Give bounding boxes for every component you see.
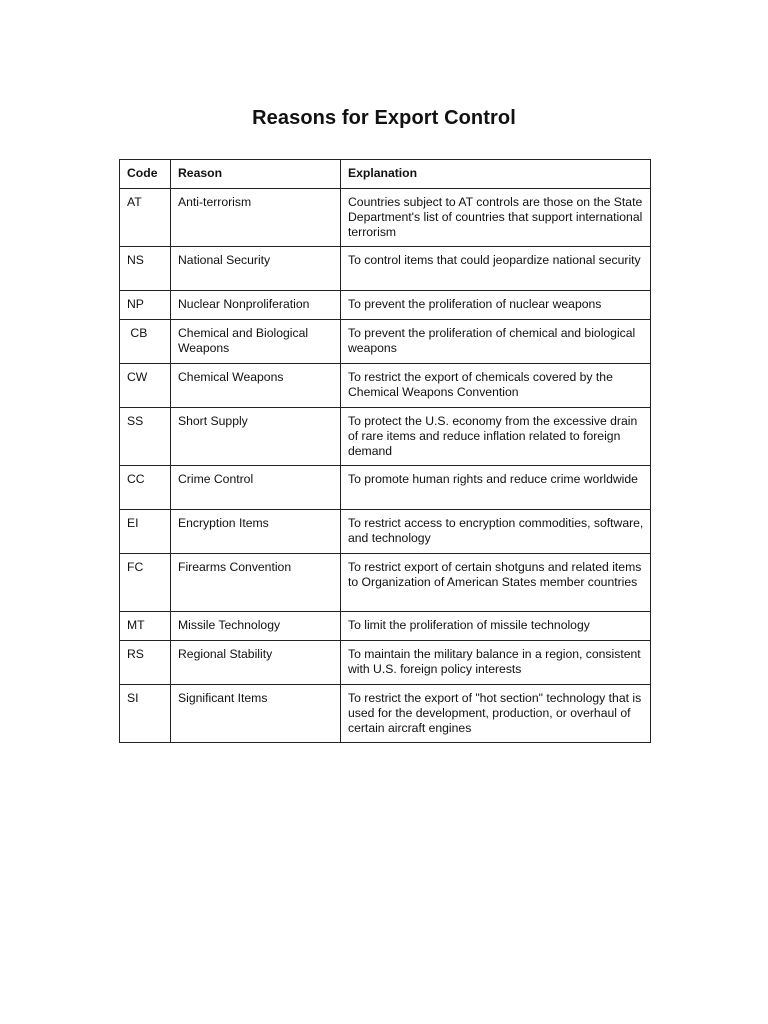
cell-reason: National Security	[171, 247, 341, 291]
cell-code: SI	[120, 685, 171, 743]
table-row	[120, 408, 651, 466]
cell-reason: Chemical Weapons	[171, 364, 341, 408]
cell-explanation: Countries subject to AT controls are those on the State Department's list of countries that support international terrorism	[341, 189, 651, 247]
table-row	[120, 189, 651, 247]
export-control-table	[119, 159, 651, 743]
cell-reason: Nuclear Nonproliferation	[171, 291, 341, 320]
table-row	[120, 685, 651, 743]
cell-code: AT	[120, 189, 171, 247]
cell-code: CW	[120, 364, 171, 408]
cell-code: FC	[120, 554, 171, 612]
table-row	[120, 291, 651, 320]
cell-explanation: To restrict the export of chemicals covered by the Chemical Weapons Convention	[341, 364, 651, 408]
cell-reason: Missile Technology	[171, 612, 341, 641]
table-row	[120, 466, 651, 510]
header-explanation: Explanation	[341, 160, 651, 189]
table-header-row	[120, 160, 651, 189]
cell-explanation: To restrict the export of "hot section" technology that is used for the development, production, or overhaul of certain aircraft engines	[341, 685, 651, 743]
cell-code: RS	[120, 641, 171, 685]
cell-code: NS	[120, 247, 171, 291]
cell-reason: Firearms Convention	[171, 554, 341, 612]
table-row	[120, 364, 651, 408]
table-row	[120, 320, 651, 364]
cell-reason: Anti-terrorism	[171, 189, 341, 247]
table-row	[120, 641, 651, 685]
cell-explanation: To promote human rights and reduce crime worldwide	[341, 466, 651, 510]
cell-reason: Encryption Items	[171, 510, 341, 554]
table-row	[120, 554, 651, 612]
cell-explanation: To restrict access to encryption commodities, software, and technology	[341, 510, 651, 554]
page-title: Reasons for Export Control	[252, 107, 516, 129]
cell-explanation: To prevent the proliferation of nuclear weapons	[341, 291, 651, 320]
cell-code: CB	[120, 320, 171, 364]
cell-reason: Significant Items	[171, 685, 341, 743]
cell-code: SS	[120, 408, 171, 466]
table-row	[120, 612, 651, 641]
cell-explanation: To limit the proliferation of missile technology	[341, 612, 651, 641]
header-reason: Reason	[171, 160, 341, 189]
cell-code: EI	[120, 510, 171, 554]
cell-reason: Short Supply	[171, 408, 341, 466]
table-row	[120, 510, 651, 554]
cell-reason: Regional Stability	[171, 641, 341, 685]
header-code: Code	[120, 160, 171, 189]
cell-explanation: To prevent the proliferation of chemical and biological weapons	[341, 320, 651, 364]
cell-reason: Chemical and Biological Weapons	[171, 320, 341, 364]
cell-code: MT	[120, 612, 171, 641]
cell-explanation: To protect the U.S. economy from the excessive drain of rare items and reduce inflation related to foreign demand	[341, 408, 651, 466]
cell-explanation: To maintain the military balance in a region, consistent with U.S. foreign policy interests	[341, 641, 651, 685]
table-row	[120, 247, 651, 291]
cell-explanation: To control items that could jeopardize national security	[341, 247, 651, 291]
cell-code: NP	[120, 291, 171, 320]
cell-code: CC	[120, 466, 171, 510]
cell-explanation: To restrict export of certain shotguns and related items to Organization of American States member countries	[341, 554, 651, 612]
cell-reason: Crime Control	[171, 466, 341, 510]
